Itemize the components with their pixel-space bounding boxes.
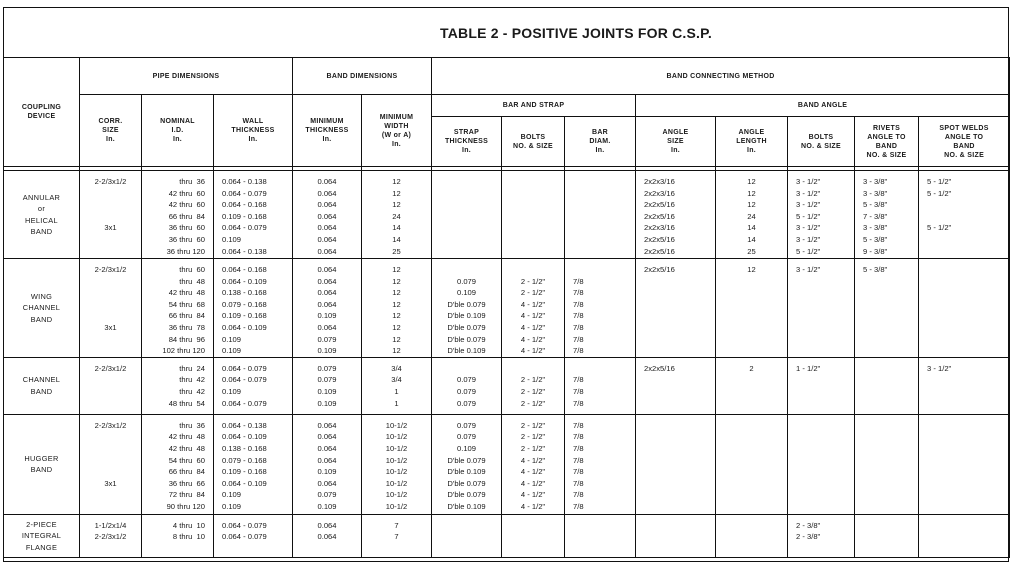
header-band-angle: BAND ANGLE bbox=[636, 95, 1010, 117]
corr-size-cell: 2-2/3x1/2 3x1 bbox=[80, 259, 142, 358]
table-title: TABLE 2 - POSITIVE JOINTS FOR C.S.P. bbox=[4, 8, 1008, 58]
min-width-cell: 12 12 12 12 12 12 12 12 bbox=[362, 259, 432, 358]
header-spot-welds: SPOT WELDS ANGLE TO BAND NO. & SIZE bbox=[919, 117, 1010, 167]
header-strap-bolts: BOLTS NO. & SIZE bbox=[502, 117, 565, 167]
wall-thickness-cell: 0.064 - 0.138 0.064 - 0.109 0.138 - 0.168 0.079 - 0.168 0.109 - 0.168 0.064 - 0.109 0.109 0.109 bbox=[214, 414, 293, 514]
coupling-device-cell: ANNULAR or HELICAL BAND bbox=[4, 171, 80, 259]
header-band-dimensions: BAND DIMENSIONS bbox=[293, 58, 432, 95]
wall-thickness-cell: 0.064 - 0.079 0.064 - 0.079 bbox=[214, 514, 293, 557]
header-wall-thickness: WALL THICKNESS In. bbox=[214, 95, 293, 167]
nominal-id-cell: thru 24 thru 42 thru 42 48 thru 54 bbox=[142, 357, 214, 414]
strap-thickness-cell bbox=[432, 171, 502, 259]
angle-length-cell bbox=[716, 414, 788, 514]
bar-diam-cell bbox=[565, 171, 636, 259]
positive-joints-table bbox=[3, 57, 1010, 558]
header-bar-diam: BAR DIAM. In. bbox=[565, 117, 636, 167]
nominal-id-cell: 4 thru 10 8 thru 10 bbox=[142, 514, 214, 557]
nominal-id-cell: thru 60 thru 48 42 thru 48 54 thru 68 66 thru 84 36 thru 78 84 thru 96 102 thru 120 bbox=[142, 259, 214, 358]
header-nominal-id: NOMINAL I.D. In. bbox=[142, 95, 214, 167]
table-frame bbox=[3, 7, 1009, 562]
bar-diam-cell bbox=[565, 514, 636, 557]
coupling-device-cell: HUGGER BAND bbox=[4, 414, 80, 514]
min-width-cell: 10-1/2 10-1/2 10-1/2 10-1/2 10-1/2 10-1/2 10-1/2 10-1/2 bbox=[362, 414, 432, 514]
coupling-device-cell: CHANNEL BAND bbox=[4, 357, 80, 414]
spot-welds-cell bbox=[919, 514, 1010, 557]
header-angle-bolts: BOLTS NO. & SIZE bbox=[788, 117, 855, 167]
spot-welds-cell bbox=[919, 414, 1010, 514]
header-angle-length: ANGLE LENGTH In. bbox=[716, 117, 788, 167]
header-min-thickness: MINIMUM THICKNESS In. bbox=[293, 95, 362, 167]
wall-thickness-cell: 0.064 - 0.079 0.064 - 0.079 0.109 0.064 - 0.079 bbox=[214, 357, 293, 414]
strap-thickness-cell bbox=[432, 514, 502, 557]
header-pipe-dimensions: PIPE DIMENSIONS bbox=[80, 58, 293, 95]
header-bar-and-strap: BAR AND STRAP bbox=[432, 95, 636, 117]
wall-thickness-cell: 0.064 - 0.138 0.064 - 0.079 0.064 - 0.168 0.109 - 0.168 0.064 - 0.079 0.109 0.064 - 0.138 bbox=[214, 171, 293, 259]
spot-welds-cell: 3 - 1/2" bbox=[919, 357, 1010, 414]
strap-bolts-cell: 2 - 1/2" 2 - 1/2" 2 - 1/2" 4 - 1/2" 4 - 1/2" 4 - 1/2" 4 - 1/2" 4 - 1/2" bbox=[502, 414, 565, 514]
bar-diam-cell: 7/8 7/8 7/8 7/8 7/8 7/8 7/8 bbox=[565, 259, 636, 358]
strap-bolts-cell: 2 - 1/2" 2 - 1/2" 4 - 1/2" 4 - 1/2" 4 - 1/2" 4 - 1/2" 4 - 1/2" bbox=[502, 259, 565, 358]
min-thickness-cell: 0.064 0.064 0.064 0.064 0.109 0.064 0.079 0.109 bbox=[293, 414, 362, 514]
rivets-cell bbox=[855, 514, 919, 557]
header-corr-size: CORR. SIZE In. bbox=[80, 95, 142, 167]
corr-size-cell: 1-1/2x1/4 2-2/3x1/2 bbox=[80, 514, 142, 557]
bar-diam-cell: 7/8 7/8 7/8 bbox=[565, 357, 636, 414]
header-band-connecting-method: BAND CONNECTING METHOD bbox=[432, 58, 1010, 95]
angle-length-cell: 12 12 12 24 14 14 25 bbox=[716, 171, 788, 259]
strap-bolts-cell: 2 - 1/2" 2 - 1/2" 2 - 1/2" bbox=[502, 357, 565, 414]
angle-length-cell: 2 bbox=[716, 357, 788, 414]
angle-bolts-cell bbox=[788, 414, 855, 514]
header-angle-size: ANGLE SIZE In. bbox=[636, 117, 716, 167]
nominal-id-cell: thru 36 42 thru 60 42 thru 60 66 thru 84 36 thru 60 36 thru 60 36 thru 120 bbox=[142, 171, 214, 259]
strap-bolts-cell bbox=[502, 171, 565, 259]
strap-thickness-cell: 0.079 0.109 D'ble 0.079 D'ble 0.109 D'ble 0.079 D'ble 0.079 D'ble 0.109 bbox=[432, 259, 502, 358]
strap-thickness-cell: 0.079 0.079 0.079 bbox=[432, 357, 502, 414]
spot-welds-cell: 5 - 1/2" 5 - 1/2" 5 - 1/2" bbox=[919, 171, 1010, 259]
strap-bolts-cell bbox=[502, 514, 565, 557]
header-coupling-device: COUPLING DEVICE bbox=[4, 58, 80, 167]
rivets-cell bbox=[855, 357, 919, 414]
coupling-device-cell: WING CHANNEL BAND bbox=[4, 259, 80, 358]
table-row-group bbox=[4, 171, 1010, 259]
header-min-width: MINIMUM WIDTH (W or A) In. bbox=[362, 95, 432, 167]
corr-size-cell: 2-2/3x1/2 bbox=[80, 357, 142, 414]
min-width-cell: 12 12 12 24 14 14 25 bbox=[362, 171, 432, 259]
angle-bolts-cell: 1 - 1/2" bbox=[788, 357, 855, 414]
min-width-cell: 7 7 bbox=[362, 514, 432, 557]
angle-size-cell bbox=[636, 514, 716, 557]
angle-size-cell: 2x2x5/16 bbox=[636, 259, 716, 358]
angle-size-cell bbox=[636, 414, 716, 514]
angle-bolts-cell: 3 - 1/2" bbox=[788, 259, 855, 358]
min-thickness-cell: 0.064 0.064 bbox=[293, 514, 362, 557]
strap-thickness-cell: 0.079 0.079 0.109 D'ble 0.079 D'ble 0.109 D'ble 0.079 D'ble 0.079 D'ble 0.109 bbox=[432, 414, 502, 514]
min-thickness-cell: 0.064 0.064 0.064 0.064 0.109 0.064 0.079 0.109 bbox=[293, 259, 362, 358]
corr-size-cell: 2-2/3x1/2 3x1 bbox=[80, 171, 142, 259]
rivets-cell: 5 - 3/8" bbox=[855, 259, 919, 358]
angle-bolts-cell: 2 - 3/8" 2 - 3/8" bbox=[788, 514, 855, 557]
min-thickness-cell: 0.064 0.064 0.064 0.064 0.064 0.064 0.064 bbox=[293, 171, 362, 259]
rivets-cell bbox=[855, 414, 919, 514]
table-row-group bbox=[4, 514, 1010, 557]
angle-length-cell: 12 bbox=[716, 259, 788, 358]
angle-size-cell: 2x2x3/16 2x2x3/16 2x2x5/16 2x2x5/16 2x2x3/16 2x2x5/16 2x2x5/16 bbox=[636, 171, 716, 259]
coupling-device-cell: 2-PIECE INTEGRAL FLANGE bbox=[4, 514, 80, 557]
nominal-id-cell: thru 36 42 thru 48 42 thru 48 54 thru 60 66 thru 84 36 thru 66 72 thru 84 90 thru 120 bbox=[142, 414, 214, 514]
rivets-cell: 3 - 3/8" 3 - 3/8" 5 - 3/8" 7 - 3/8" 3 - 3/8" 5 - 3/8" 9 - 3/8" bbox=[855, 171, 919, 259]
table-row-group bbox=[4, 414, 1010, 514]
bar-diam-cell: 7/8 7/8 7/8 7/8 7/8 7/8 7/8 7/8 bbox=[565, 414, 636, 514]
min-width-cell: 3/4 3/4 1 1 bbox=[362, 357, 432, 414]
corr-size-cell: 2-2/3x1/2 3x1 bbox=[80, 414, 142, 514]
angle-bolts-cell: 3 - 1/2" 3 - 1/2" 3 - 1/2" 5 - 1/2" 3 - 1/2" 3 - 1/2" 5 - 1/2" bbox=[788, 171, 855, 259]
wall-thickness-cell: 0.064 - 0.168 0.064 - 0.109 0.138 - 0.168 0.079 - 0.168 0.109 - 0.168 0.064 - 0.109 0.109 0.109 bbox=[214, 259, 293, 358]
spot-welds-cell bbox=[919, 259, 1010, 358]
header-rivets: RIVETS ANGLE TO BAND NO. & SIZE bbox=[855, 117, 919, 167]
table-row-group bbox=[4, 259, 1010, 358]
table-row-group bbox=[4, 357, 1010, 414]
min-thickness-cell: 0.079 0.079 0.109 0.109 bbox=[293, 357, 362, 414]
header-strap-thickness: STRAP THICKNESS In. bbox=[432, 117, 502, 167]
angle-size-cell: 2x2x5/16 bbox=[636, 357, 716, 414]
angle-length-cell bbox=[716, 514, 788, 557]
